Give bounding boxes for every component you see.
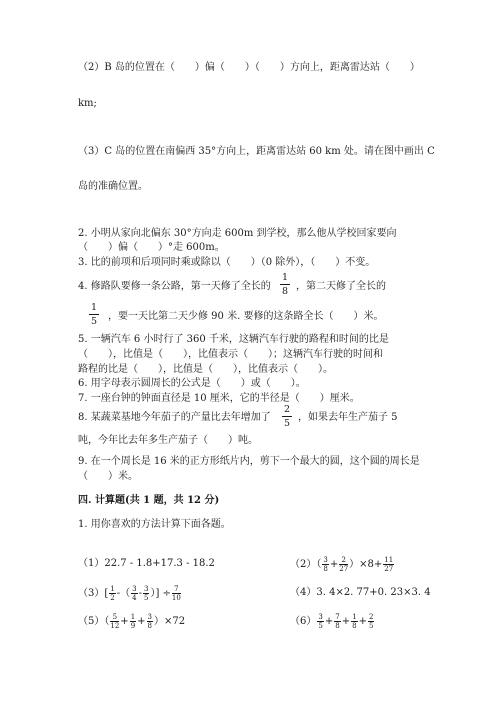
fraction-1-5: 1 5 xyxy=(90,302,98,327)
section-heading: 四. 计算题(共 1 题，共 12 分) xyxy=(78,495,220,506)
q8-line2: 吨，今年比去年多生产茄子（ ）吨。 xyxy=(78,435,258,446)
q2-line2: （ ）偏（ ）°走 600m。 xyxy=(78,242,225,253)
q-c-island-line2: 岛的准确位置。 xyxy=(78,181,148,192)
calc-item-6: （6） 3 5 + $\frac{7}{8}$ + $\frac{1}{8}$ + $\frac{2}{5}$ xyxy=(290,613,374,630)
q-b-island-unit: km; xyxy=(78,98,97,109)
calc-item-2: （2）（ 3 8 + $\frac{2}{27}$ ）×8+ $\frac{11}{27}$ xyxy=(290,556,394,573)
q3-line: 3. 比的前项和后项同时乘或除以（ ）（0 除外），（ ）不变。 xyxy=(78,257,376,268)
calc-item-4: （4）3. 4×2. 77+0. 23×3. 4 xyxy=(290,587,431,598)
q4-line2: ，要一天比第二天少修 90 米. 要修的这条路全长（ ）米。 xyxy=(108,311,384,322)
calc-instruction: 1. 用你喜欢的方法计算下面各题。 xyxy=(78,519,231,530)
q5-line1: 5. 一辆汽车 6 小时行了 360 千米，这辆汽车行驶的路程和时间的比是 xyxy=(78,334,389,345)
q7-line: 7. 一座台钟的钟面直径是 10 厘米，它的半径是（ ）厘米。 xyxy=(78,393,360,404)
q8-line1: 8. 某蔬菜基地今年茄子的产量比去年增加了 xyxy=(78,412,271,423)
q6-line: 6. 用字母表示圆周长的公式是（ ）或（ ）。 xyxy=(78,378,306,389)
calc-item-3: （3）[ 1 2 -（ 3 4 - 3 5 ）] ÷ $\frac{7}{10}$ xyxy=(78,585,181,602)
q9-line2: （ ）米。 xyxy=(78,471,138,482)
q4-line1-end: ，第二天修了全长的 xyxy=(296,281,386,292)
fraction-2-5: 2 5 xyxy=(283,404,291,429)
q-c-island-line: （3）C 岛的位置在南偏西 35°方向上，距离雷达站 60 km 处。请在图中画出 C xyxy=(78,146,435,157)
q4-line1: 4. 修路队要修一条公路，第一天修了全长的 xyxy=(78,281,271,292)
q5-line2: （ ），比值是（ ），比值表示（ ）；这辆汽车行驶的时间和 xyxy=(78,349,383,360)
q-b-island-line: （2）B 岛的位置在（ ）偏（ ）（ ）方向上，距离雷达站（ ） xyxy=(78,62,420,73)
calc-item-1: （1）22.7 - 1.8+17.3 - 18.2 xyxy=(78,558,215,569)
fraction-1-8: 1 8 xyxy=(281,272,289,297)
q2-line1: 2. 小明从家向北偏东 30°方向走 600m 到学校，那么他从学校回家要向 xyxy=(78,228,397,239)
q9-line1: 9. 在一个周长是 16 米的正方形纸片内，剪下一个最大的圆，这个圆的周长是 xyxy=(78,456,420,467)
q8-line1-end: ，如果去年生产茄子 5 xyxy=(298,412,398,423)
q5-line3: 路程的比是（ ），比值是（ ），比值表示（ ）。 xyxy=(78,364,333,375)
calc-item-5: （5）（ 5 12 + $\frac{1}{9}$ + $\frac{3}{8}$ ）×72 xyxy=(78,613,186,630)
